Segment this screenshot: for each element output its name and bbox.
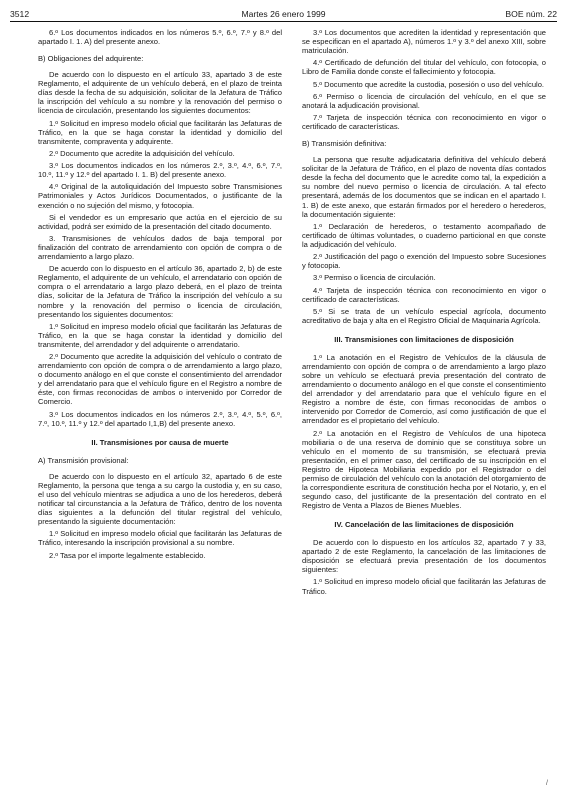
left-column [38, 28, 282, 563]
paragraph: De acuerdo con lo dispuesto en el artículo 33, apartado 3 de este Reglamento, el adquirente de un vehículo deberá, en el plazo de treinta días desde la fecha de su adquisición, solicitar de la Jefatura de Tráfico la inscripción del vehículo a su nombre y la renovación del permiso o licencia de circulación, presentando los siguientes documentos: [38, 70, 282, 116]
paragraph: 6.º Los documentos indicados en los números 5.º, 6.º, 7.º y 8.º del apartado I. 1. A) del presente anexo. [38, 28, 282, 47]
bulletin-number: BOE núm. 22 [505, 9, 557, 19]
paragraph: 1.º Solicitud en impreso modelo oficial que facilitarán las Jefaturas de Tráfico, en la que se haga constar la identidad y domicilio del transmitente, compraventa y adquirente. [38, 118, 282, 146]
paragraph: 6.º Permiso o licencia de circulación del vehículo, en el que se anotará la adjudicación provisional. [302, 91, 546, 110]
paragraph: La persona que resulte adjudicataria definitiva del vehículo deberá solicitar de la Jefatura de Tráfico, en el plazo de noventa días contados desde la fecha del documento que le acredite como tal, la expedición a su nombre del nuevo permiso o licencia de circulación. A tal efecto presentará, además de los documentos que se indican en el apartado I. 1. B) de este anexo, que estarán firmados por el heredero o herederos, la documentación siguiente: [302, 155, 546, 219]
paragraph: 5.º Si se trata de un vehículo especial agrícola, documento acreditativo de baja y alta en el Registro Oficial de Maquinaria Agrícola. [302, 306, 546, 325]
paragraph: 1.º Solicitud en impreso modelo oficial que facilitarán las Jefaturas de Tráfico. [302, 577, 546, 596]
paragraph: 3.º Permiso o licencia de circulación. [313, 273, 436, 283]
paragraph: 5.º Documento que acredite la custodia, posesión o uso del vehículo. [313, 79, 544, 89]
paragraph: 4.º Original de la autoliquidación del Impuesto sobre Transmisiones Patrimoniales y Actos Jurídicos Documentados, o justificante de la exención o no sujeción del mismo, y fotocopia. [38, 182, 282, 210]
paragraph: De acuerdo con lo dispuesto en el artículo 36, apartado 2, b) de este Reglamento, el adquirente de un vehículo, el arrendatario con opción de compra o el arrendatario a largo plazo deberá, en el plazo de treinta días, solicitar de la Jefatura de Tráfico la inscripción del vehículo a su nombre y la renovación del permiso o licencia de circulación, presentando los siguientes documentos: [38, 264, 282, 319]
paragraph: 1.º Declaración de herederos, o testamento acompañado de certificado de últimas voluntades, o cuaderno particional en que conste la adjudicación del vehículo. [302, 221, 546, 249]
paragraph: 1.º Solicitud en impreso modelo oficial que facilitarán las Jefaturas de Tráfico, interesando la inscripción provisional a su nombre. [38, 529, 282, 548]
paragraph: 2.º Tasa por el importe legalmente establecido. [49, 550, 206, 560]
paragraph: 7.º Tarjeta de inspección técnica con reconocimiento en vigor o certificado de características. [302, 113, 546, 132]
paragraph: 4.º Tarjeta de inspección técnica con reconocimiento en vigor o certificado de características. [302, 285, 546, 304]
subsection-heading: B) Obligaciones del adquirente: [38, 54, 144, 64]
paragraph: 1.º Solicitud en impreso modelo oficial que facilitarán las Jefaturas de Tráfico, en la que se haga constar la identidad y domicilio del transmitente, del arrendador y del adquirente o arrendatario. [38, 321, 282, 349]
issue-date: Martes 26 enero 1999 [241, 9, 326, 19]
page-header [10, 8, 557, 20]
subsection-heading: B) Transmisión definitiva: [302, 139, 387, 149]
subsection-heading: A) Transmisión provisional: [38, 455, 129, 465]
paragraph: 2.º Justificación del pago o exención del Impuesto sobre Sucesiones y fotocopia. [302, 252, 546, 271]
paragraph: De acuerdo con lo dispuesto en los artículos 32, apartado 7 y 33, apartado 2 de este Reglamento, la cancelación de las limitaciones de disposición se efectuará previa presentación de los documentos siguientes: [302, 538, 546, 575]
paragraph: 3.º Los documentos indicados en los números 2.º, 3.º, 4.º, 6.º, 7.º, 10.º, 11.º y 12.º del apartado I. 1. B) del presente anexo. [38, 161, 282, 180]
paragraph: 2.º La anotación en el Registro de Vehículos de una hipoteca mobiliaria o de una reserva de dominio que se constituya sobre un vehículo en el momento de su transmisión, se efectuará previa presentación, en el primer caso, del certificado de su inscripción en el Registro de Hipoteca Mobiliaria expedido por el Registrador o del permiso de circulación del vehículo con la anotación del otorgamiento de la correspondiente escritura de constitución hecha por el Notario, y, en el segundo caso, del justificante de la presentación del contrato en el Registro de Venta a Plazos de Bienes Muebles. [302, 428, 546, 510]
section-heading: IV. Cancelación de las limitaciones de disposición [334, 520, 514, 530]
section-heading: II. Transmisiones por causa de muerte [91, 437, 229, 447]
paragraph: Si el vendedor es un empresario que actúa en el ejercicio de su actividad, podrá ser eximido de la presentación del citado documento. [38, 212, 282, 231]
paragraph: 4.º Certificado de defunción del titular del vehículo, con fotocopia, o Libro de Familia donde conste el fallecimiento y fotocopia. [302, 58, 546, 77]
section-heading: III. Transmisiones con limitaciones de disposición [334, 335, 514, 344]
margin-mark: / [546, 780, 548, 787]
paragraph: 2.º Documento que acredite la adquisición del vehículo o contrato de arrendamiento con opción de compra o de arrendamiento a largo plazo, o documento análogo en el que conste el consentimiento del arrendador y del arrendatario para que el vehículo figure en el Registro a nombre de éste, con firmas reconocidas de ambos o intervenido por Corredor de Comercio. [38, 352, 282, 407]
paragraph: De acuerdo con lo dispuesto en el artículo 32, apartado 6 de este Reglamento, la persona que tenga a su cargo la custodia y, en su caso, el uso del vehículo mientras se adjudica a uno de los herederos, deberá notificar tal circunstancia a la Jefatura de Tráfico, dentro de los noventa días siguientes a la defunción del titular registral del vehículo, presentando la siguiente documentación: [38, 471, 282, 527]
paragraph: 2.º Documento que acredite la adquisición del vehículo. [49, 148, 235, 158]
paragraph: 3.º Los documentos indicados en los números 2.º, 3.º, 4.º, 5.º, 6.º, 7.º, 10.º, 11.º y 12.º del apartado I,1,B) del presente anexo. [38, 409, 282, 428]
header-rule [10, 21, 557, 22]
paragraph: 1.º La anotación en el Registro de Vehículos de la cláusula de arrendamiento con opción de compra o de arrendamiento a largo plazo sobre un vehículo se efectuará previa presentación del contrato de arrendamiento o documento análogo en el que conste el consentimiento del arrendador y del arrendatario para que el vehículo figure en el Registro a nombre de éste, con firmas reconocidas de ambos o intervenido por Corredor de Comercio, así como justificación de que el arrendador es el propietario del vehículo. [302, 353, 546, 426]
paragraph: 3. Transmisiones de vehículos dados de baja temporal por finalización del contrato de arrendamiento con opción de compra o de arrendamiento a largo plazo. [38, 234, 282, 262]
page-number: 3512 [10, 9, 30, 19]
paragraph: 3.º Los documentos que acrediten la identidad y representación que se especifican en el apartado A), números 1.º y 3.º del anexo XIII, sobre matriculación. [302, 28, 546, 56]
right-column [302, 28, 546, 599]
